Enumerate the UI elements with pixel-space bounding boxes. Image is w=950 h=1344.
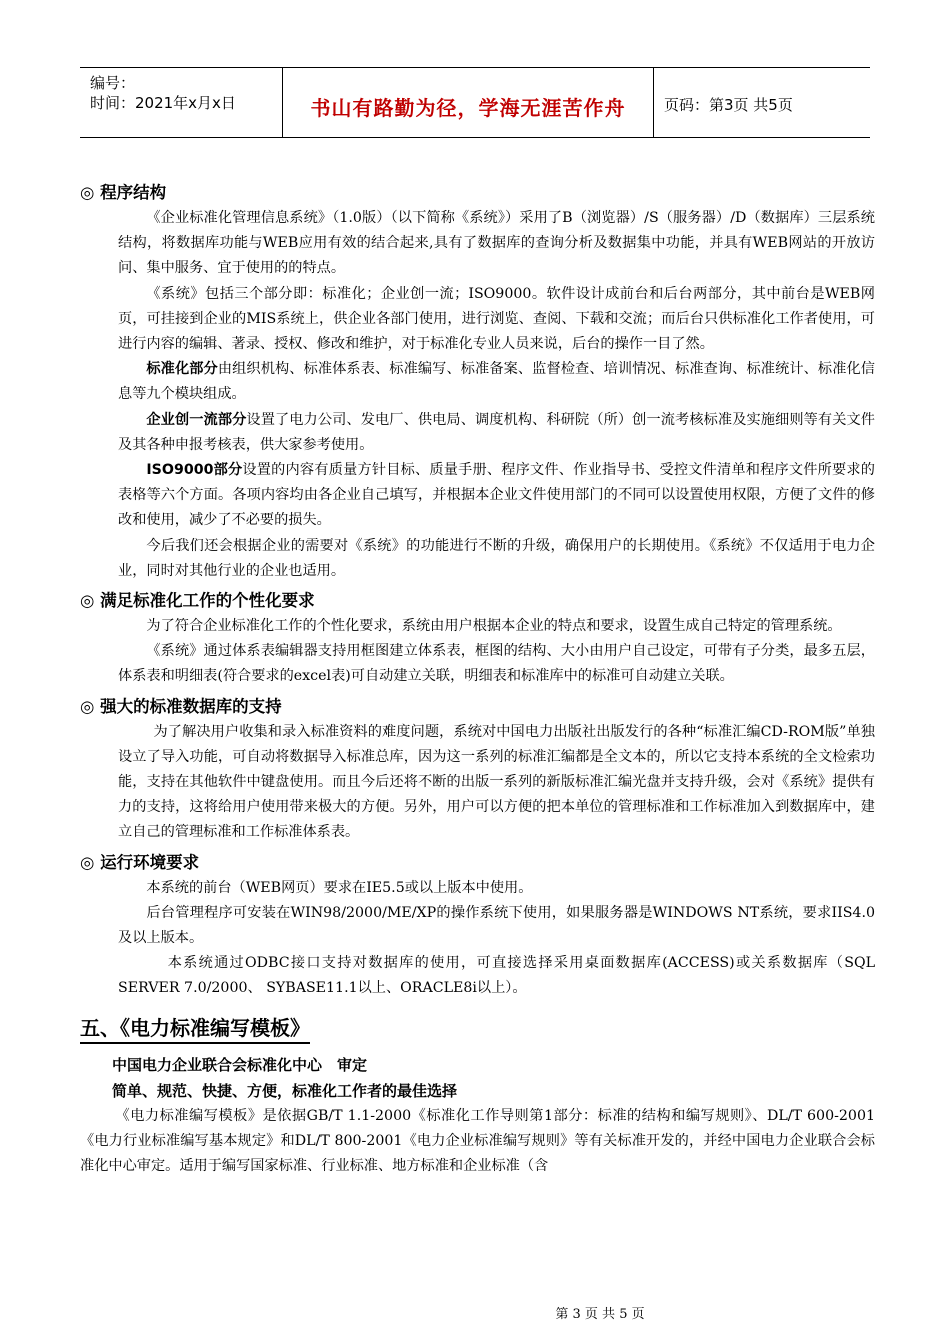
subheading-slogan: 简单、规范、快捷、方便，标准化工作者的最佳选择 bbox=[112, 1081, 458, 1100]
paragraph: 为了符合企业标准化工作的个性化要求，系统由用户根据本企业的特点和要求，设置生成自己特定的管理系统。 bbox=[146, 618, 842, 635]
paragraph: 为了解决用户收集和录入标准资料的难度问题，系统对中国电力出版社出版发行的各种“标准汇编CD-ROM版”单独设立了导入功能，可自动将数据导入标准总库，因为这一系列的标准汇编都是全文本的，所以它支持本系统的全文检索功能，支持在其他软件中键盘使用。而且今后还将不断的出版一系列的新版标准汇编光盘并支持升级，会对《系统》提供有力的支持，这将给用户使用带来极大的方便。另外，用户可以方便的把本单位的管理标准和工作标准加入到数据库中，建立自己的管理标准和工作标准体系表。 bbox=[118, 723, 875, 841]
section-heading: ◎ 运行环境要求 bbox=[80, 852, 200, 872]
bold-lead: 标准化部分 bbox=[146, 361, 218, 378]
bold-lead: 企业创一流部分 bbox=[146, 411, 247, 428]
section-heading: ◎ 程序结构 bbox=[80, 183, 167, 202]
paragraph: 《系统》通过体系表编辑器支持用框图建立体系表，框图的结构、大小由用户自己设定，可带有子分类，最多五层，体系表和明细表(符合要求的excel表)可自动建立关联，明细表和标准库中的标准可自动建立关联。 bbox=[118, 643, 875, 685]
header-center-cell bbox=[282, 68, 654, 137]
section-heading: ◎ 强大的标准数据库的支持 bbox=[80, 696, 282, 716]
paragraph: 《企业标准化管理信息系统》（1.0版）（以下简称《系统》）采用了B（浏览器）/S（服务器）/D（数据库）三层系统结构，将数据库功能与WEB应用有效的结合起来,具有了数据库的查询分析及数据集中功能，并具有WEB网站的开放访问、集中服务、宜于使用的的特点。 bbox=[118, 210, 875, 277]
paragraph-text: 设置了电力公司、发电厂、供电局、调度机构、科研院（所）创一流考核标准及实施细则等有关文件及其各种申报考核表，供大家参考使用。 bbox=[118, 411, 875, 453]
paragraph: 后台管理程序可安装在WIN98/2000/ME/XP的操作系统下使用，如果服务器是WINDOWS NT系统，要求IIS4.0及以上版本。 bbox=[118, 904, 875, 947]
paragraph: 《电力标准编写模板》是依据GB/T 1.1-2000《标准化工作导则第1部分：标准的结构和编写规则》、DL/T 600-2001《电力行业标准编写基本规定》和DL/T 800-2001《电力企业标准编写规则》等有关标准开发的，并经中国电力企业联合会标准化中心审定。适用于编写国家标准、行业标准、地方标准和企业标准（含 bbox=[80, 1107, 875, 1175]
header-left-cell bbox=[80, 68, 282, 137]
header-table bbox=[80, 67, 870, 138]
chapter-title: 五、《电力标准编写模板》 bbox=[80, 1012, 310, 1044]
bold-lead: ISO9000部分 bbox=[146, 462, 243, 479]
header-right-cell bbox=[654, 68, 870, 137]
paragraph-text: 设置的内容有质量方针目标、质量手册、程序文件、作业指导书、受控文件清单和程序文件所要求的表格等六个方面。各项内容均由各企业自己填写，并根据本企业文件使用部门的不同可以设置使用权限，方便了文件的修改和使用，减少了不必要的损失。 bbox=[118, 462, 875, 529]
motto: 书山有路勤为径，学海无涯苦作舟 bbox=[310, 96, 626, 120]
date-label: 时间：2021年x月x日 bbox=[90, 94, 236, 112]
paragraph: 今后我们还会根据企业的需要对《系统》的功能进行不断的升级，确保用户的长期使用。《系统》不仅适用于电力企业，同时对其他行业的企业也适用。 bbox=[118, 537, 875, 579]
footer-page-number: 第 3 页 共 5 页 bbox=[555, 1307, 645, 1322]
paragraph bbox=[118, 458, 875, 534]
paragraph-text: 由组织机构、标准体系表、标准编写、标准备案、监督检查、培训情况、标准查询、标准统计、标准化信息等九个模块组成。 bbox=[118, 361, 875, 403]
paragraph: 《系统》包括三个部分即：标准化；企业创一流；ISO9000。软件设计成前台和后台两部分，其中前台是WEB网页，可挂接到企业的MIS系统上，供企业各部门使用，进行浏览、查阅、下载和交流；而后台只供标准化工作者使用，可进行内容的编辑、著录、授权、修改和维护，对于标准化专业人员来说，后台的操作一目了然。 bbox=[118, 285, 875, 353]
paragraph: 本系统通过ODBC接口支持对数据库的使用，可直接选择采用桌面数据库(ACCESS)或关系数据库（SQL SERVER 7.0/2000、 SYBASE11.1以上、ORACLE8i以上）。 bbox=[118, 955, 875, 997]
number-label: 编号： bbox=[90, 74, 136, 92]
subheading-review: 中国电力企业联合会标准化中心 审定 bbox=[112, 1055, 368, 1074]
section-heading: ◎ 满足标准化工作的个性化要求 bbox=[80, 591, 315, 611]
page-info: 页码：第3页 共5页 bbox=[664, 96, 793, 114]
page-footer bbox=[0, 1303, 950, 1322]
paragraph: 本系统的前台（WEB网页）要求在IE5.5或以上版本中使用。 bbox=[146, 879, 533, 896]
paragraph bbox=[118, 357, 875, 407]
paragraph bbox=[118, 408, 875, 458]
document-body bbox=[80, 176, 875, 1179]
